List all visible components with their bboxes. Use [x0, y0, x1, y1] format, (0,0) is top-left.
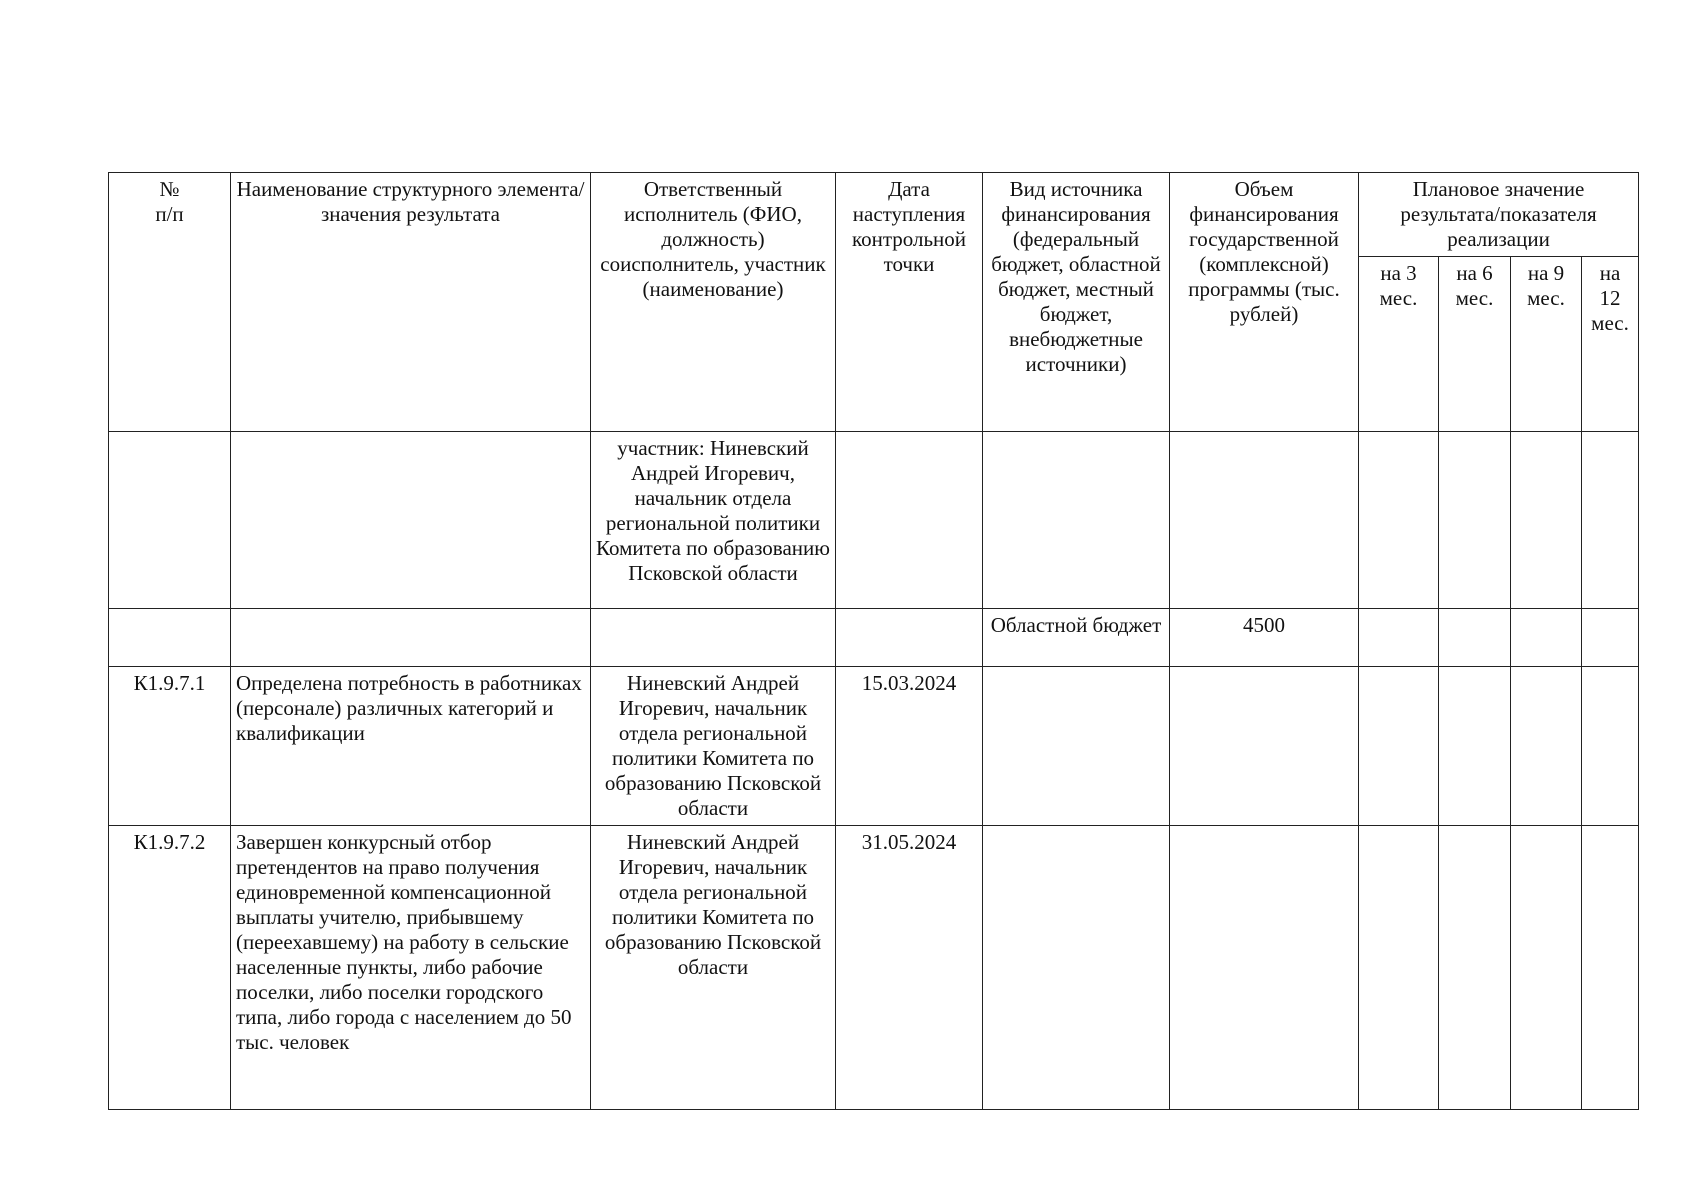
cell-date [836, 432, 983, 609]
table-row [109, 826, 1639, 1110]
cell-volume [1170, 826, 1359, 1110]
cell-m3 [1359, 609, 1439, 667]
cell-name: Завершен конкурсный отбор претендентов на право получения единовременной компенсационной выплаты учителю, прибывшему (переехавшему) на работу в сельские населенные пункты, либо рабочие поселки, либо поселки городского типа, либо города с населением до 50 тыс. человек [231, 826, 591, 1110]
cell-m12 [1582, 609, 1639, 667]
cell-m3 [1359, 432, 1439, 609]
header-m12: на 12 мес. [1582, 257, 1639, 432]
cell-source [983, 826, 1170, 1110]
cell-responsible: Нинeвский Андрей Игоревич, начальник отдела региональной политики Комитета по образованию Псковской области [591, 826, 836, 1110]
cell-date: 31.05.2024 [836, 826, 983, 1110]
cell-num [109, 609, 231, 667]
cell-m6 [1439, 826, 1511, 1110]
header-num: № п/п [109, 173, 231, 432]
cell-m9 [1511, 432, 1582, 609]
cell-m9 [1511, 826, 1582, 1110]
cell-name [231, 432, 591, 609]
cell-source [983, 667, 1170, 826]
header-m6: на 6 мес. [1439, 257, 1511, 432]
cell-volume: 4500 [1170, 609, 1359, 667]
cell-m3 [1359, 667, 1439, 826]
cell-m6 [1439, 609, 1511, 667]
cell-m12 [1582, 667, 1639, 826]
cell-responsible: участник: Нинeвский Андрей Игоревич, начальник отдела региональной политики Комитета по образованию Псковской области [591, 432, 836, 609]
cell-num: К1.9.7.2 [109, 826, 231, 1110]
table-row [109, 667, 1639, 826]
header-m9: на 9 мес. [1511, 257, 1582, 432]
table-row [109, 432, 1639, 609]
header-planned: Плановое значение результата/показателя реализации [1359, 173, 1639, 257]
cell-source [983, 432, 1170, 609]
cell-num [109, 432, 231, 609]
cell-num: К1.9.7.1 [109, 667, 231, 826]
table-row [109, 609, 1639, 667]
header-date: Дата наступления контрольной точки [836, 173, 983, 432]
cell-name [231, 609, 591, 667]
header-volume: Объем финансирования государственной (комплексной) программы (тыс. рублей) [1170, 173, 1359, 432]
header-m3: на 3 мес. [1359, 257, 1439, 432]
cell-name: Определена потребность в работниках (персонале) различных категорий и квалификации [231, 667, 591, 826]
cell-m6 [1439, 667, 1511, 826]
cell-m3 [1359, 826, 1439, 1110]
cell-source: Областной бюджет [983, 609, 1170, 667]
cell-volume [1170, 432, 1359, 609]
cell-m9 [1511, 667, 1582, 826]
cell-date [836, 609, 983, 667]
cell-responsible [591, 609, 836, 667]
cell-m12 [1582, 432, 1639, 609]
header-responsible: Ответственный исполнитель (ФИО, должность) соисполнитель, участник (наименование) [591, 173, 836, 432]
plan-table [108, 172, 1639, 1110]
header-name: Наименование структурного элемента/ значения результата [231, 173, 591, 432]
cell-m12 [1582, 826, 1639, 1110]
cell-volume [1170, 667, 1359, 826]
cell-m9 [1511, 609, 1582, 667]
header-row [109, 173, 1639, 257]
cell-responsible: Нинeвский Андрей Игоревич, начальник отдела региональной политики Комитета по образованию Псковской области [591, 667, 836, 826]
cell-m6 [1439, 432, 1511, 609]
header-source: Вид источника финансирования (федеральный бюджет, областной бюджет, местный бюджет, внебюджетные источники) [983, 173, 1170, 432]
cell-date: 15.03.2024 [836, 667, 983, 826]
